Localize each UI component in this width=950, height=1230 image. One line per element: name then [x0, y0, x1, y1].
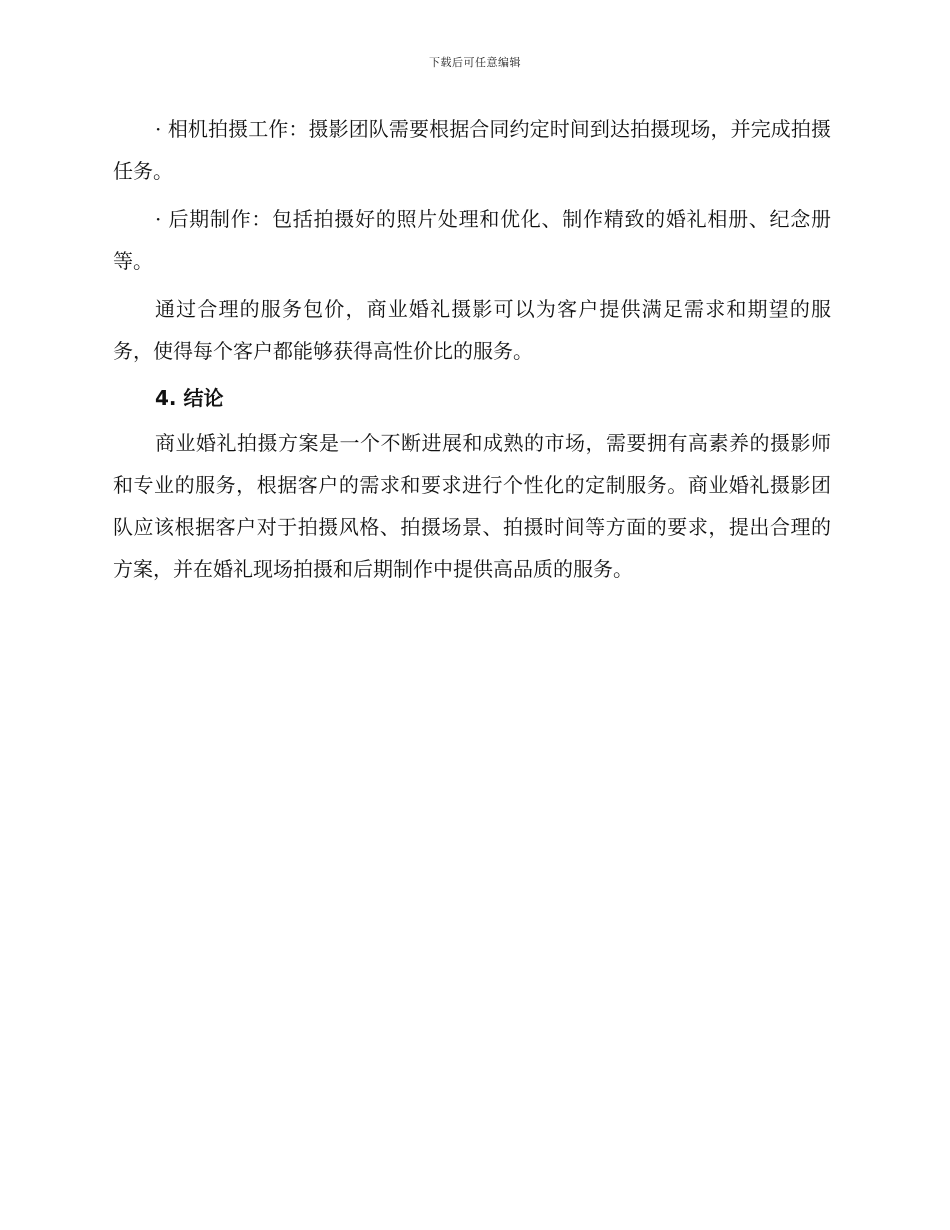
- document-body: [113, 108, 831, 596]
- bullet-camera-shooting: · 相机拍摄工作：摄影团队需要根据合同约定时间到达拍摄现场，并完成拍摄任务。: [113, 117, 831, 183]
- page-header: 下载后可任意编辑: [429, 56, 521, 69]
- conclusion-paragraph: 商业婚礼拍摄方案是一个不断进展和成熟的市场，需要拥有高素养的摄影师和专业的服务，根据客户的需求和要求进行个性化的定制服务。商业婚礼摄影团队应该根据客户对于拍摄风格、拍摄场景、拍摄时间等方面的要求，提出合理的方案，并在婚礼现场拍摄和后期制作中提供高品质的服务。: [113, 431, 831, 581]
- section-heading-conclusion: 4. 结论: [155, 386, 224, 410]
- bullet-post-production: · 后期制作：包括拍摄好的照片处理和优化、制作精致的婚礼相册、纪念册等。: [113, 207, 831, 273]
- summary-paragraph: 通过合理的服务包价，商业婚礼摄影可以为客户提供满足需求和期望的服务，使得每个客户都能够获得高性价比的服务。: [113, 297, 831, 363]
